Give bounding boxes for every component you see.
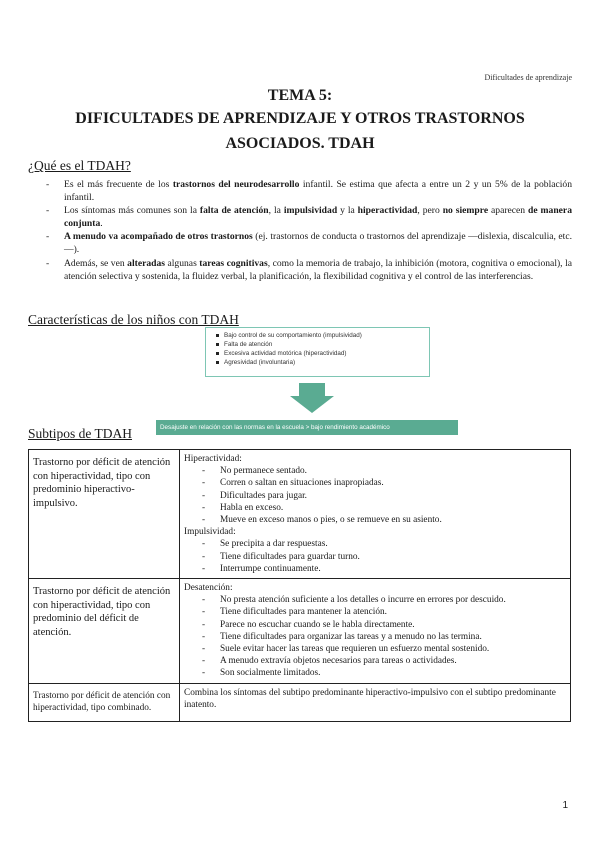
symptom-list [220,538,566,575]
subtypes-table [28,449,571,722]
subtype-symptoms [180,450,571,579]
subtype-name: Trastorno por déficit de atención con hiperactividad, tipo combinado. [29,683,180,721]
symptom-group-title: Impulsividad: [184,527,236,538]
list-item: - Además, se ven alteradas algunas tareas cognitivas, como la memoria de trabajo, la inhibición (motora, cognitiva o emocional), la atención selectiva y sostenida, la fluidez verbal, la planificación, la flexibilidad cognitiva y el control de las interferencias. [64,257,572,283]
running-header: Dificultades de aprendizaje [484,73,572,82]
symptom-item: - Suele evitar hacer las tareas que requieren un esfuerzo mental sostenido. [220,643,566,655]
symptom-item: - Tiene dificultades para guardar turno. [220,551,566,563]
list-item: - A menudo va acompañado de otros trastornos (ej. trastornos de conducta o trastornos del aprendizaje —dislexia, discalculia, etc.—). [64,230,572,256]
symptom-group-title: Desatención: [184,583,233,594]
down-arrow-icon [290,383,334,413]
table-row [29,450,571,579]
table-row [29,683,571,721]
symptom-list [220,594,566,679]
table-row [29,579,571,684]
symptom-item: - Parece no escuchar cuando se le habla directamente. [220,619,566,631]
subtype-name: Trastorno por déficit de atención con hiperactividad, tipo con predominio hiperactivo-impulsivo. [29,450,180,579]
symptom-item: - Son socialmente limitados. [220,667,566,679]
characteristics-box [205,327,430,377]
symptom-item: - Habla en exceso. [220,502,566,514]
consequence-banner: Desajuste en relación con las normas en la escuela > bajo rendimiento académico [156,420,458,435]
list-item: - Es el más frecuente de los trastornos del neurodesarrollo infantil. Se estima que afecta a entre un 2 y un 5% de la población infantil. [64,178,572,204]
section-heading-caracteristicas: Características de los niños con TDAH [28,312,239,327]
characteristic-item: Agresividad (involuntaria) [218,358,423,367]
symptom-item: - Dificultades para jugar. [220,490,566,502]
characteristic-item: Excesiva actividad motórica (hiperactividad) [218,349,423,358]
page-title-line-3: ASOCIADOS. TDAH [225,135,375,152]
section-heading-tdah: ¿Qué es el TDAH? [28,158,131,173]
page-title-line-2: DIFICULTADES DE APRENDIZAJE Y OTROS TRASTORNOS [75,110,525,127]
subtype-description: Combina los síntomas del subtipo predominante hiperactivo-impulsivo con el subtipo predominante inatento. [180,683,571,721]
symptom-item: - Corren o saltan en situaciones inapropiadas. [220,477,566,489]
symptom-list [220,465,566,526]
characteristic-item: Falta de atención [218,340,423,349]
page-number: 1 [562,800,568,811]
symptom-item: - Tiene dificultades para mantener la atención. [220,606,566,618]
section-heading-subtipos: Subtipos de TDAH [28,426,133,441]
symptom-item: - A menudo extravía objetos necesarios para tareas o actividades. [220,655,566,667]
symptom-item: - Mueve en exceso manos o pies, o se remueve en su asiento. [220,514,566,526]
symptom-item: - Interrumpe continuamente. [220,563,566,575]
symptom-item: - Se precipita a dar respuestas. [220,538,566,550]
page-title-line-1: TEMA 5: [267,87,333,104]
symptom-group-title: Hiperactividad: [184,454,242,464]
symptom-item: - Tiene dificultades para organizar las tareas y a menudo no las termina. [220,631,566,643]
symptom-item: - No permanece sentado. [220,465,566,477]
characteristic-item: Bajo control de su comportamiento (impulsividad) [218,331,423,340]
list-item: - Los síntomas más comunes son la falta de atención, la impulsividad y la hiperactividad, pero no siempre aparecen de manera conjunta. [64,204,572,230]
tdah-intro-list [64,178,572,283]
subtype-symptoms [180,579,571,684]
symptom-item: - No presta atención suficiente a los detalles o incurre en errores por descuido. [220,594,566,606]
subtype-name: Trastorno por déficit de atención con hiperactividad, tipo con predominio del déficit de atención. [29,579,180,684]
